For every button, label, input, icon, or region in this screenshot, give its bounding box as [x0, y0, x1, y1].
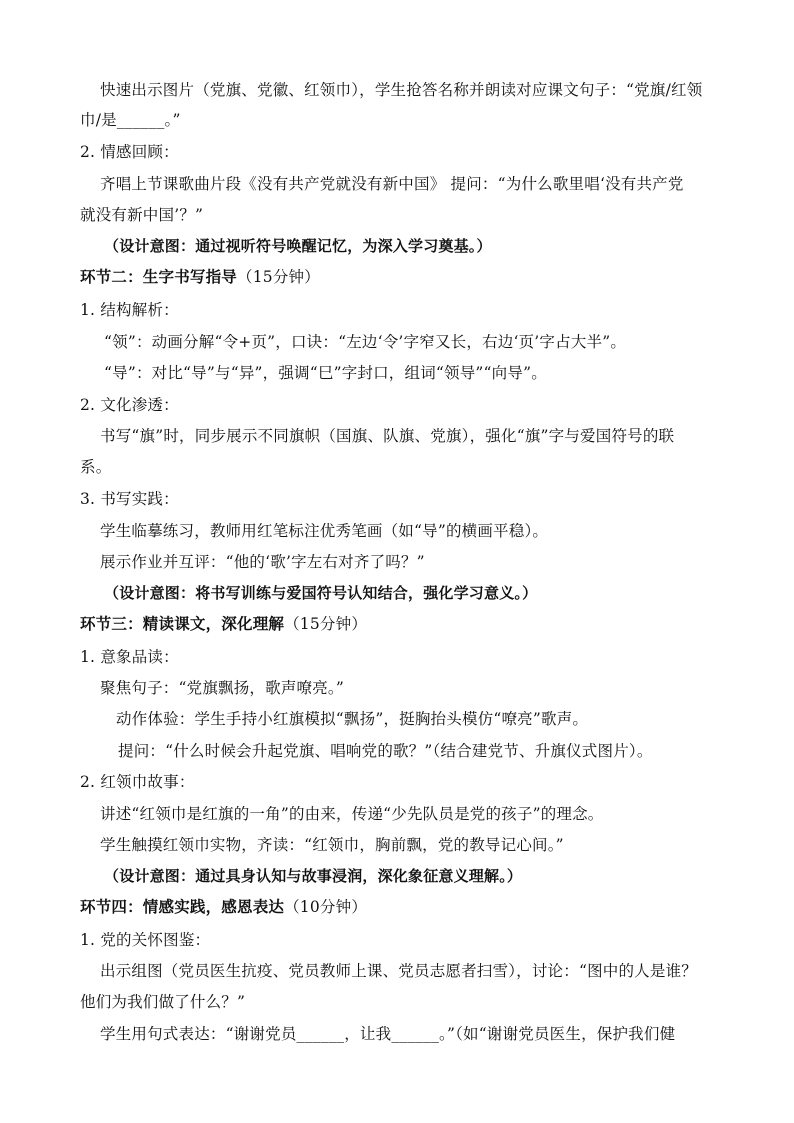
- paragraph-line: 展示作业并互评：“他的‘歌’字左右对齐了吗？”: [100, 553, 425, 571]
- list-item-heading: 2. 文化渗透：: [80, 396, 179, 414]
- paragraph-line: 齐唱上节课歌曲片段《没有共产党就没有新中国》 提问：“为什么歌里唱‘没有共产党: [100, 175, 684, 193]
- paragraph-line: “导”：对比“导”与“异”，强调“巳”字封口，组词“领导”“向导”。: [104, 364, 547, 382]
- section-heading-duration: （15分钟）: [237, 268, 320, 286]
- paragraph-line: 学生用句式表达：“谢谢党员______，让我______。”（如“谢谢党员医生，保护我们健: [100, 1025, 676, 1043]
- list-item-heading: 1. 党的关怀图鉴：: [80, 931, 211, 949]
- paragraph-line: 聚焦句子：“党旗飘扬，歌声嘹亮。”: [100, 679, 344, 697]
- section-heading-duration: （10分钟）: [284, 898, 368, 916]
- paragraph-line: “领”：动画分解“令+页”，口诀：“左边‘令’字窄又长，右边‘页’字占大半”。: [104, 333, 627, 351]
- section-heading-duration: （15分钟）: [284, 615, 368, 633]
- list-item-heading: 2. 情感回顾：: [80, 143, 179, 161]
- paragraph-line: 快速出示图片（党旗、党徽、红领巾），学生抢答名称并朗读对应课文句子：“党旗/红领: [100, 81, 703, 99]
- section-heading-title: 环节四：情感实践，感恩表达: [80, 897, 285, 916]
- design-intent-note: （设计意图：通过具身认知与故事浸润，深化象征意义理解。）: [104, 867, 523, 885]
- paragraph-line: 提问：“什么时候会升起党旗、唱响党的歌？”（结合建党节、升旗仪式图片）。: [118, 742, 653, 760]
- paragraph-line: 就没有新中国’？”: [80, 206, 204, 224]
- section-heading-title: 环节二：生字书写指导: [80, 267, 238, 286]
- paragraph-line: 他们为我们做了什么？”: [80, 993, 246, 1011]
- list-item-heading: 1. 意象品读：: [80, 648, 179, 666]
- design-intent-note: （设计意图：通过视听符号唤醒记忆，为深入学习奠基。）: [104, 237, 492, 255]
- design-intent-note: （设计意图：将书写训练与爱国符号认知结合，强化学习意义。）: [104, 584, 538, 602]
- paragraph-line: 学生触摸红领巾实物，齐读：“红领巾，胸前飘，党的教导记心间。”: [100, 836, 564, 854]
- paragraph-line: 系。: [80, 458, 112, 476]
- paragraph-line: 讲述“红领巾是红旗的一角”的由来，传递“少先队员是党的孩子”的理念。: [100, 805, 604, 823]
- section-heading: [80, 266, 320, 288]
- paragraph-line: 书写“旗”时，同步展示不同旗帜（国旗、队旗、党旗），强化“旗”字与爱国符号的联: [100, 427, 675, 445]
- section-heading: [80, 613, 367, 635]
- paragraph-line: 学生临摹练习，教师用红笔标注优秀笔画（如“导”的横画平稳）。: [100, 522, 549, 540]
- paragraph-line: 出示组图（党员医生抗疫、党员教师上课、党员志愿者扫雪），讨论：“图中的人是谁？: [100, 962, 697, 980]
- paragraph-line: 巾/是______。”: [80, 111, 181, 129]
- section-heading-title: 环节三：精读课文，深化理解: [80, 614, 285, 633]
- list-item-heading: 1. 结构解析：: [80, 301, 179, 319]
- list-item-heading: 3. 书写实践：: [80, 490, 179, 508]
- list-item-heading: 2. 红领巾故事：: [80, 773, 195, 791]
- section-heading: [80, 896, 367, 918]
- paragraph-line: 动作体验：学生手持小红旗模拟“飘扬”，挺胸抬头模仿“嘹亮”歌声。: [116, 710, 589, 728]
